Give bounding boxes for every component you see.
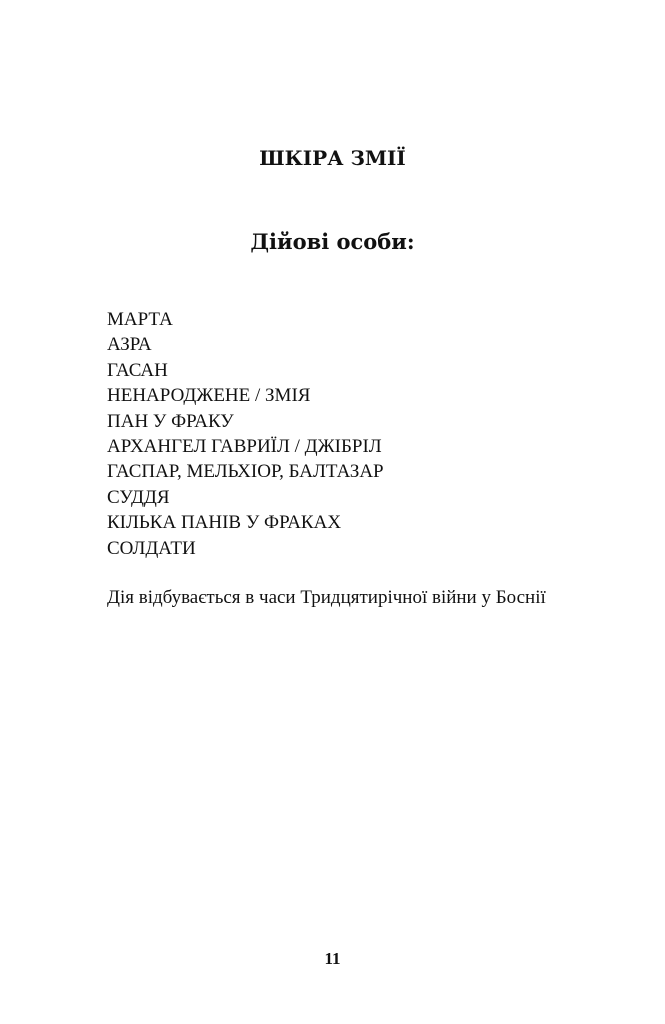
cast-item: АЗРА — [107, 334, 152, 356]
page-number: 11 — [324, 949, 341, 968]
cast-item: СУДДЯ — [107, 486, 170, 508]
cast-item: СОЛДАТИ — [107, 537, 196, 559]
cast-item: ГАСАН — [107, 359, 168, 381]
cast-item: ПАН У ФРАКУ — [107, 410, 234, 432]
play-title: ШКІРА ЗМІЇ — [259, 146, 406, 170]
setting-note: Дія відбувається в часи Тридцятирічної війни у Боснії — [107, 587, 546, 608]
cast-heading: Дійові особи: — [250, 229, 415, 254]
cast-item: АРХАНГЕЛ ГАВРИЇЛ / ДЖІБРІЛ — [107, 436, 382, 458]
cast-item: КІЛЬКА ПАНІВ У ФРАКАХ — [107, 512, 342, 534]
cast-list — [107, 307, 384, 561]
cast-item: НЕНАРОДЖЕНЕ / ЗМІЯ — [107, 385, 311, 407]
cast-item: ГАСПАР, МЕЛЬХІОР, БАЛТАЗАР — [107, 461, 384, 483]
cast-item: МАРТА — [107, 309, 173, 330]
